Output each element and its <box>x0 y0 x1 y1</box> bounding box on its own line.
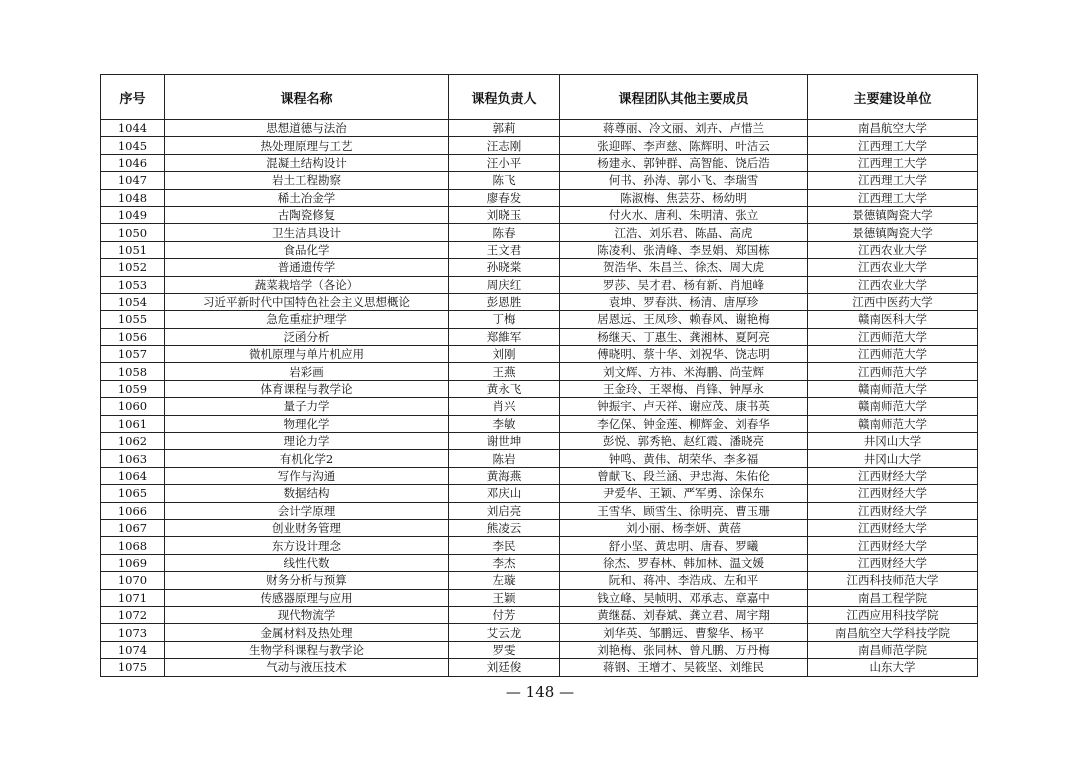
page-number: — 148 — <box>505 683 575 701</box>
cell-course-name: 习近平新时代中国特色社会主义思想概论 <box>165 293 449 310</box>
cell-institution: 江西师范大学 <box>808 346 978 363</box>
cell-team-members: 傅晓明、蔡十华、刘祝华、饶志明 <box>560 346 808 363</box>
cell-course-name: 卫生洁具设计 <box>165 224 449 241</box>
cell-course-name: 急危重症护理学 <box>165 311 449 328</box>
cell-serial-number: 1050 <box>101 224 165 241</box>
cell-institution: 江西农业大学 <box>808 241 978 258</box>
table-row <box>101 206 978 223</box>
cell-institution: 赣南师范大学 <box>808 398 978 415</box>
cell-institution: 江西农业大学 <box>808 276 978 293</box>
cell-course-name: 创业财务管理 <box>165 519 449 536</box>
cell-institution: 江西理工大学 <box>808 172 978 189</box>
cell-serial-number: 1061 <box>101 415 165 432</box>
cell-course-name: 传感器原理与应用 <box>165 589 449 606</box>
cell-course-leader: 刘晓玉 <box>449 206 560 223</box>
cell-course-name: 热处理原理与工艺 <box>165 137 449 154</box>
cell-institution: 赣南医科大学 <box>808 311 978 328</box>
cell-course-name: 思想道德与法治 <box>165 120 449 137</box>
cell-serial-number: 1047 <box>101 172 165 189</box>
table-row <box>101 606 978 623</box>
cell-course-leader: 刘启亮 <box>449 502 560 519</box>
cell-team-members: 彭悦、郭秀艳、赵红霞、潘晓亮 <box>560 433 808 450</box>
table-row <box>101 659 978 676</box>
cell-course-name: 普通遗传学 <box>165 259 449 276</box>
cell-course-leader: 黄永飞 <box>449 380 560 397</box>
table-row <box>101 485 978 502</box>
cell-course-leader: 李杰 <box>449 554 560 571</box>
cell-course-name: 有机化学2 <box>165 450 449 467</box>
cell-course-name: 线性代数 <box>165 554 449 571</box>
cell-serial-number: 1053 <box>101 276 165 293</box>
cell-serial-number: 1049 <box>101 206 165 223</box>
cell-serial-number: 1070 <box>101 572 165 589</box>
cell-team-members: 王金玲、王翠梅、肖锋、钟厚永 <box>560 380 808 397</box>
cell-team-members: 阮和、蒋冲、李浩成、左和平 <box>560 572 808 589</box>
cell-course-leader: 丁梅 <box>449 311 560 328</box>
cell-serial-number: 1056 <box>101 328 165 345</box>
cell-institution: 江西财经大学 <box>808 467 978 484</box>
cell-team-members: 贺浩华、朱昌兰、徐杰、周大虎 <box>560 259 808 276</box>
cell-serial-number: 1065 <box>101 485 165 502</box>
cell-serial-number: 1072 <box>101 606 165 623</box>
cell-serial-number: 1074 <box>101 641 165 658</box>
cell-course-name: 食品化学 <box>165 241 449 258</box>
cell-institution: 江西师范大学 <box>808 328 978 345</box>
table-row <box>101 502 978 519</box>
table-row <box>101 519 978 536</box>
cell-team-members: 何书、孙涛、郭小飞、李瑞雪 <box>560 172 808 189</box>
cell-course-leader: 刘刚 <box>449 346 560 363</box>
table-row <box>101 241 978 258</box>
header-institution: 主要建设单位 <box>808 75 978 120</box>
cell-institution: 江西农业大学 <box>808 259 978 276</box>
table-row <box>101 172 978 189</box>
cell-serial-number: 1046 <box>101 154 165 171</box>
cell-course-name: 量子力学 <box>165 398 449 415</box>
table-row <box>101 641 978 658</box>
table-row <box>101 363 978 380</box>
cell-serial-number: 1051 <box>101 241 165 258</box>
cell-course-name: 生物学科课程与教学论 <box>165 641 449 658</box>
cell-course-name: 岩土工程勘察 <box>165 172 449 189</box>
cell-institution: 南昌工程学院 <box>808 589 978 606</box>
cell-course-leader: 孙晓棠 <box>449 259 560 276</box>
cell-serial-number: 1054 <box>101 293 165 310</box>
cell-course-leader: 陈岩 <box>449 450 560 467</box>
cell-course-name: 会计学原理 <box>165 502 449 519</box>
cell-institution: 井冈山大学 <box>808 450 978 467</box>
cell-institution: 江西财经大学 <box>808 554 978 571</box>
cell-course-name: 物理化学 <box>165 415 449 432</box>
cell-institution: 景德镇陶瓷大学 <box>808 206 978 223</box>
cell-serial-number: 1075 <box>101 659 165 676</box>
cell-team-members: 钟振宇、卢天祥、谢应茂、康书英 <box>560 398 808 415</box>
cell-course-name: 体育课程与教学论 <box>165 380 449 397</box>
cell-course-leader: 王文君 <box>449 241 560 258</box>
cell-team-members: 刘文辉、方祎、米海鹏、尚莹辉 <box>560 363 808 380</box>
cell-course-leader: 彭恩胜 <box>449 293 560 310</box>
cell-serial-number: 1066 <box>101 502 165 519</box>
table-row <box>101 154 978 171</box>
cell-course-name: 金属材料及热处理 <box>165 624 449 641</box>
cell-serial-number: 1067 <box>101 519 165 536</box>
table-row <box>101 137 978 154</box>
cell-course-leader: 廖春发 <box>449 189 560 206</box>
table-row <box>101 224 978 241</box>
table-row <box>101 467 978 484</box>
table-header-row <box>101 75 978 120</box>
cell-serial-number: 1063 <box>101 450 165 467</box>
cell-serial-number: 1060 <box>101 398 165 415</box>
header-team-members: 课程团队其他主要成员 <box>560 75 808 120</box>
cell-team-members: 李亿保、钟金莲、柳辉金、刘春华 <box>560 415 808 432</box>
cell-course-leader: 刘廷俊 <box>449 659 560 676</box>
cell-course-name: 数据结构 <box>165 485 449 502</box>
table-row <box>101 276 978 293</box>
table-row <box>101 328 978 345</box>
table-row <box>101 189 978 206</box>
table-row <box>101 293 978 310</box>
cell-course-name: 古陶瓷修复 <box>165 206 449 223</box>
cell-serial-number: 1045 <box>101 137 165 154</box>
cell-course-name: 现代物流学 <box>165 606 449 623</box>
cell-institution: 江西应用科技学院 <box>808 606 978 623</box>
table-row <box>101 120 978 137</box>
header-course-name: 课程名称 <box>165 75 449 120</box>
cell-course-leader: 熊凌云 <box>449 519 560 536</box>
cell-team-members: 钟鸣、黄伟、胡荣华、李多福 <box>560 450 808 467</box>
cell-course-leader: 汪志刚 <box>449 137 560 154</box>
cell-course-leader: 郑維军 <box>449 328 560 345</box>
table-row <box>101 450 978 467</box>
cell-team-members: 杨继天、丁惠生、龚湘林、夏阿亮 <box>560 328 808 345</box>
cell-institution: 江西财经大学 <box>808 537 978 554</box>
cell-serial-number: 1069 <box>101 554 165 571</box>
cell-team-members: 黄继磊、刘春斌、龚立君、周宇翔 <box>560 606 808 623</box>
cell-serial-number: 1062 <box>101 433 165 450</box>
cell-course-leader: 周庆红 <box>449 276 560 293</box>
cell-course-leader: 左璇 <box>449 572 560 589</box>
cell-course-name: 蔬菜栽培学（各论） <box>165 276 449 293</box>
table-row <box>101 589 978 606</box>
cell-institution: 江西理工大学 <box>808 189 978 206</box>
cell-institution: 景德镇陶瓷大学 <box>808 224 978 241</box>
cell-institution: 赣南师范大学 <box>808 415 978 432</box>
cell-team-members: 袁坤、罗春洪、杨清、唐厚珍 <box>560 293 808 310</box>
cell-serial-number: 1064 <box>101 467 165 484</box>
cell-course-name: 混凝土结构设计 <box>165 154 449 171</box>
cell-team-members: 刘艳梅、张同林、曾凡鹏、万丹梅 <box>560 641 808 658</box>
cell-team-members: 付火水、唐利、朱明清、张立 <box>560 206 808 223</box>
cell-institution: 江西师范大学 <box>808 363 978 380</box>
course-table <box>100 74 978 677</box>
cell-team-members: 江浩、刘乐君、陈晶、高虎 <box>560 224 808 241</box>
cell-team-members: 陈淑梅、焦芸芬、杨幼明 <box>560 189 808 206</box>
table-row <box>101 572 978 589</box>
cell-team-members: 王雪华、顾雪生、徐明亮、曹玉珊 <box>560 502 808 519</box>
cell-serial-number: 1071 <box>101 589 165 606</box>
cell-team-members: 钱立峰、吴帧明、邓承志、章嘉中 <box>560 589 808 606</box>
cell-serial-number: 1048 <box>101 189 165 206</box>
cell-course-leader: 李敏 <box>449 415 560 432</box>
table-row <box>101 624 978 641</box>
cell-team-members: 曾献飞、段兰涵、尹忠海、朱佑伦 <box>560 467 808 484</box>
cell-course-leader: 陈飞 <box>449 172 560 189</box>
cell-institution: 井冈山大学 <box>808 433 978 450</box>
cell-course-name: 微机原理与单片机应用 <box>165 346 449 363</box>
cell-course-leader: 谢世坤 <box>449 433 560 450</box>
cell-team-members: 蒋尊丽、冷文丽、刘卉、卢惜兰 <box>560 120 808 137</box>
cell-course-leader: 郭莉 <box>449 120 560 137</box>
cell-course-name: 泛函分析 <box>165 328 449 345</box>
cell-serial-number: 1055 <box>101 311 165 328</box>
cell-course-leader: 陈春 <box>449 224 560 241</box>
cell-course-name: 写作与沟通 <box>165 467 449 484</box>
cell-team-members: 杨建永、郭钟群、高智能、饶后浩 <box>560 154 808 171</box>
cell-course-leader: 王燕 <box>449 363 560 380</box>
cell-course-name: 东方设计理念 <box>165 537 449 554</box>
cell-course-leader: 汪小平 <box>449 154 560 171</box>
table-body <box>101 120 978 677</box>
cell-serial-number: 1073 <box>101 624 165 641</box>
cell-course-name: 气动与液压技术 <box>165 659 449 676</box>
table-row <box>101 259 978 276</box>
cell-serial-number: 1059 <box>101 380 165 397</box>
cell-course-leader: 肖兴 <box>449 398 560 415</box>
cell-team-members: 舒小坚、黄忠明、唐春、罗曦 <box>560 537 808 554</box>
cell-institution: 山东大学 <box>808 659 978 676</box>
cell-course-leader: 李民 <box>449 537 560 554</box>
cell-serial-number: 1044 <box>101 120 165 137</box>
cell-course-name: 理论力学 <box>165 433 449 450</box>
cell-team-members: 蒋钢、王增才、吴筱坚、刘维民 <box>560 659 808 676</box>
cell-course-leader: 邓庆山 <box>449 485 560 502</box>
cell-institution: 江西财经大学 <box>808 485 978 502</box>
table-row <box>101 346 978 363</box>
table-row <box>101 433 978 450</box>
cell-team-members: 张迎晖、李声慈、陈辉明、叶洁云 <box>560 137 808 154</box>
cell-course-leader: 付芳 <box>449 606 560 623</box>
header-serial-number: 序号 <box>101 75 165 120</box>
table-row <box>101 415 978 432</box>
table-row <box>101 537 978 554</box>
cell-course-leader: 黄海燕 <box>449 467 560 484</box>
cell-course-name: 岩彩画 <box>165 363 449 380</box>
cell-course-name: 财务分析与预算 <box>165 572 449 589</box>
cell-team-members: 陈凌利、张清峰、李昱娟、郑国栋 <box>560 241 808 258</box>
cell-institution: 江西财经大学 <box>808 502 978 519</box>
cell-institution: 江西中医药大学 <box>808 293 978 310</box>
cell-serial-number: 1058 <box>101 363 165 380</box>
cell-institution: 江西财经大学 <box>808 519 978 536</box>
cell-course-leader: 王颖 <box>449 589 560 606</box>
cell-institution: 赣南师范大学 <box>808 380 978 397</box>
cell-serial-number: 1052 <box>101 259 165 276</box>
table-row <box>101 380 978 397</box>
cell-institution: 南昌航空大学 <box>808 120 978 137</box>
table-row <box>101 398 978 415</box>
cell-team-members: 刘小丽、杨李妍、黄蓓 <box>560 519 808 536</box>
cell-institution: 江西理工大学 <box>808 137 978 154</box>
cell-team-members: 居恩远、王凤珍、赖春风、谢艳梅 <box>560 311 808 328</box>
table-row <box>101 311 978 328</box>
cell-serial-number: 1068 <box>101 537 165 554</box>
cell-team-members: 徐杰、罗春林、韩加林、温文媛 <box>560 554 808 571</box>
cell-course-leader: 罗雯 <box>449 641 560 658</box>
cell-institution: 江西科技师范大学 <box>808 572 978 589</box>
header-course-leader: 课程负责人 <box>449 75 560 120</box>
cell-course-leader: 艾云龙 <box>449 624 560 641</box>
cell-serial-number: 1057 <box>101 346 165 363</box>
cell-team-members: 刘华英、邹鹏远、曹黎华、杨平 <box>560 624 808 641</box>
cell-course-name: 稀土冶金学 <box>165 189 449 206</box>
cell-institution: 南昌航空大学科技学院 <box>808 624 978 641</box>
cell-institution: 江西理工大学 <box>808 154 978 171</box>
cell-institution: 南昌师范学院 <box>808 641 978 658</box>
table-row <box>101 554 978 571</box>
cell-team-members: 罗莎、吴才君、杨有新、肖旭峰 <box>560 276 808 293</box>
cell-team-members: 尹爱华、王颖、严军勇、涂保东 <box>560 485 808 502</box>
